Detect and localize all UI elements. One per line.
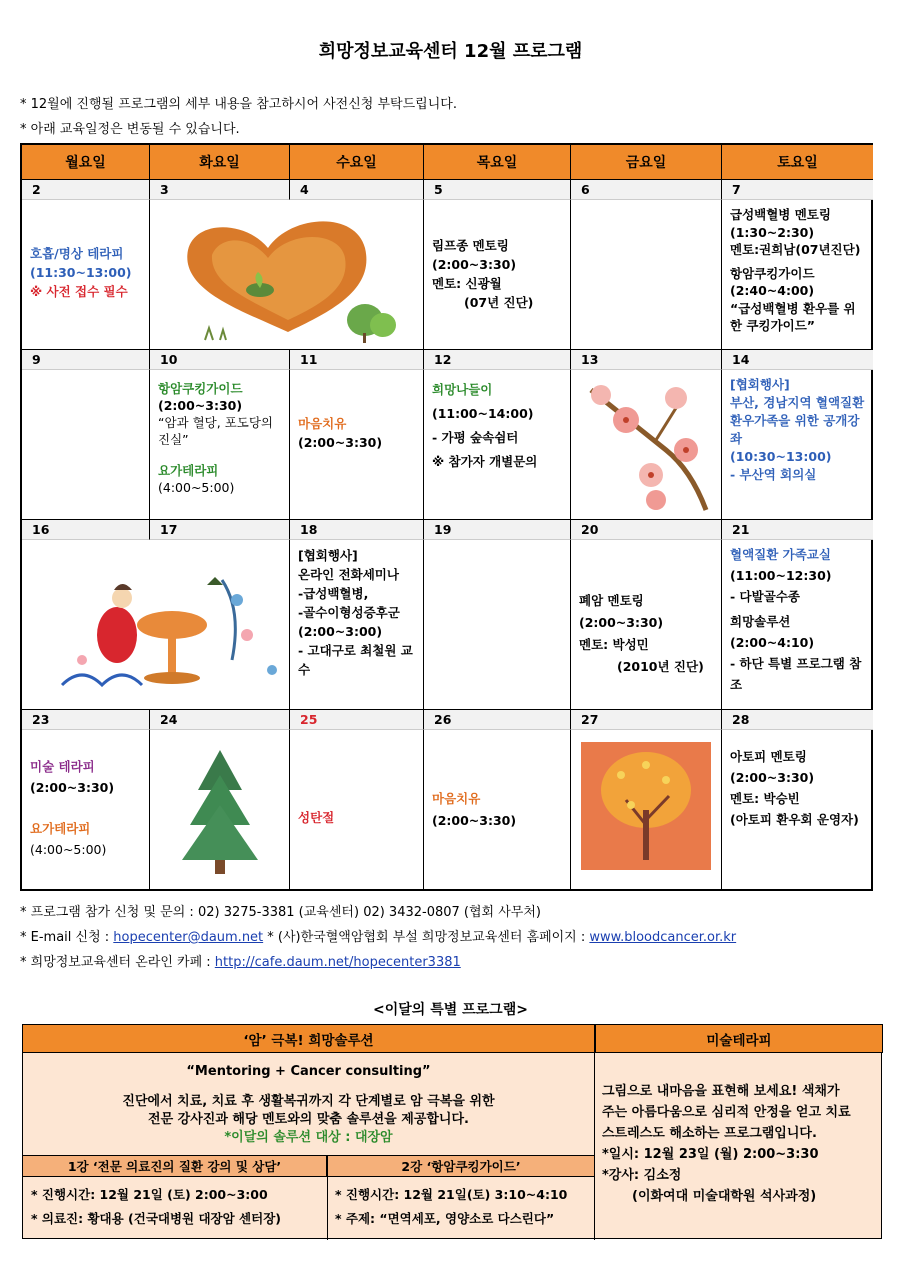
- program-time: (4:00~5:00): [30, 842, 107, 857]
- holiday-name: 성탄절: [298, 810, 335, 825]
- day-number: 24: [150, 710, 290, 730]
- homepage-label: * (사)한국혈액암협회 부설 희망정보교육센터 홈페이지 :: [263, 930, 590, 945]
- calendar-table: [20, 143, 873, 891]
- program-name: 부산, 경남지역 혈액질환 환우가족을 위한 공개강좌: [730, 395, 865, 446]
- solution-header: ‘암’ 극복! 희망솔루션: [22, 1024, 595, 1053]
- mentor-note: (아토피 환우회 운영자): [730, 812, 859, 827]
- program-time: (10:30~13:00): [730, 449, 832, 464]
- program-name: 미술 테라피: [30, 759, 95, 774]
- page-title: 희망정보교육센터 12월 프로그램: [318, 41, 583, 62]
- day-number: 19: [424, 520, 571, 540]
- blossom-branch-illustration: [571, 370, 721, 518]
- program-time: (4:00~5:00): [158, 480, 235, 495]
- program-time: (2:00~3:30): [432, 257, 517, 272]
- cell-wed-25: [290, 730, 424, 891]
- header-mon: 월요일: [22, 145, 150, 180]
- cell-thu-12: [424, 370, 571, 520]
- cell-mon-9: [22, 370, 150, 520]
- program-note: ※ 사전 접수 필수: [30, 284, 128, 299]
- header-tue: 화요일: [150, 145, 290, 180]
- program-name: 아토피 멘토링: [730, 749, 807, 764]
- program-note: ※ 참가자 개별문의: [432, 454, 538, 469]
- heart-illustration-cell: [150, 200, 424, 350]
- art-therapy-desc: 그림으로 내마음을 표현해 보세요! 색채가: [602, 1084, 840, 1099]
- program-name: 온라인 전화세미나: [298, 567, 399, 582]
- art-therapy-date: *일시: 12월 23일 (월) 2:00~3:30: [602, 1147, 819, 1162]
- day-number: 10: [150, 350, 290, 370]
- cell-fri-20: [571, 540, 722, 710]
- program-place: - 부산역 회의실: [730, 467, 817, 482]
- program-name: 항암쿠킹가이드: [158, 381, 243, 396]
- mentor-name: 멘토: 신광월: [432, 276, 502, 291]
- special-program-title: <이달의 특별 프로그램>: [373, 1002, 528, 1018]
- cafe-label: * 희망정보교육센터 온라인 카페 :: [20, 955, 215, 970]
- program-name: 호흡/명상 테라피: [30, 246, 124, 261]
- divider: [594, 1053, 595, 1240]
- christmas-tree-illustration: [150, 730, 289, 890]
- program-name: 요가테라피: [158, 463, 219, 478]
- lecture1-list: [31, 1183, 281, 1231]
- program-name: 요가테라피: [30, 821, 91, 836]
- mentor-name: 멘토: 박승빈: [730, 791, 800, 806]
- art-therapy-instructor-note: (이화여대 미술대학원 석사과정): [632, 1189, 817, 1204]
- art-therapy-desc: 스트레스도 해소하는 프로그램입니다.: [602, 1126, 817, 1141]
- cell-tue-10: [150, 370, 290, 520]
- art-therapy-header: 미술테라피: [595, 1024, 883, 1053]
- heart-illustration: [150, 200, 423, 348]
- day-number: 21: [722, 520, 873, 540]
- program-name: 림프종 멘토링: [432, 238, 509, 253]
- program-time: (2:00~3:30): [730, 770, 815, 785]
- lecture1-doctor: * 의료진: 황대용 (건국대병원 대장암 센터장): [31, 1211, 281, 1226]
- notice-line: * 아래 교육일정은 변동될 수 있습니다.: [20, 122, 240, 137]
- day-number: 2: [22, 180, 150, 200]
- day-number-holiday: 25: [290, 710, 424, 730]
- solution-desc: 진단에서 치료, 치료 후 생활복귀까지 각 단계별로 암 극복을 위한: [122, 1094, 495, 1109]
- program-topic: -급성백혈병,: [298, 586, 369, 601]
- autumn-tree-illustration: [571, 730, 721, 890]
- day-number: 4: [290, 180, 424, 200]
- program-topic: - 다발골수종: [730, 589, 800, 604]
- cell-fri-6: [571, 200, 722, 350]
- cafe-line: [20, 951, 461, 970]
- program-time: (2:00~3:30): [30, 780, 115, 795]
- art-therapy-desc: 주는 아름다움으로 심리적 안정을 얻고 치료: [602, 1105, 851, 1120]
- mentor-name: 멘토: 박성민: [579, 637, 649, 652]
- program-name: 마음치유: [432, 791, 481, 806]
- program-name: 마음치유: [298, 416, 347, 431]
- program-note: - 하단 특별 프로그램 참조: [730, 656, 862, 692]
- cafe-link[interactable]: http://cafe.daum.net/hopecenter3381: [214, 955, 461, 970]
- header-fri: 금요일: [571, 145, 722, 180]
- day-number: 12: [424, 350, 571, 370]
- solution-tagline: “Mentoring + Cancer consulting”: [186, 1064, 431, 1079]
- program-name: 급성백혈병 멘토링: [730, 207, 831, 222]
- cell-sat-7: [722, 200, 873, 350]
- program-name: 희망나들이: [432, 382, 493, 397]
- notice-line: * 12월에 진행될 프로그램의 세부 내용을 참고하시어 사전신청 부탁드립니다.: [20, 97, 457, 112]
- cell-mon-23: [22, 730, 150, 891]
- program-name: 혈액질환 가족교실: [730, 547, 831, 562]
- day-number: 18: [290, 520, 424, 540]
- program-lecturer: - 고대구로 최철원 교수: [298, 643, 413, 677]
- program-time: (2:00~4:10): [730, 635, 815, 650]
- program-name: 폐암 멘토링: [579, 593, 644, 608]
- cell-sat-14: [722, 370, 873, 520]
- lecture1-time: * 진행시간: 12월 21일 (토) 2:00~3:00: [31, 1187, 268, 1202]
- art-therapy-body: [602, 1081, 878, 1207]
- solution-body: [23, 1063, 594, 1147]
- program-time: (1:30~2:30): [730, 224, 815, 240]
- day-number: 5: [424, 180, 571, 200]
- cell-mon-2: [22, 200, 150, 350]
- day-number: 27: [571, 710, 722, 730]
- program-time: (2:40~4:00): [730, 283, 815, 298]
- email-label: * E-mail 신청 :: [20, 930, 114, 945]
- program-time: (2:00~3:30): [579, 615, 664, 630]
- program-time: (11:00~12:30): [730, 568, 832, 583]
- solution-desc: 전문 강사진과 해당 멘토와의 맞춤 솔루션을 제공합니다.: [148, 1112, 469, 1127]
- mentor-note: (07년 진단): [464, 295, 534, 310]
- lecture2-header: 2강 ‘항암쿠킹가이드’: [327, 1155, 595, 1177]
- program-name: 희망솔루션: [730, 614, 791, 629]
- art-therapy-instructor: *강사: 김소정: [602, 1168, 682, 1183]
- day-number: 23: [22, 710, 150, 730]
- day-number: 14: [722, 350, 873, 370]
- program-time: (2:00~3:30): [298, 435, 383, 450]
- tree-illustration-cell: [150, 730, 290, 891]
- day-number: 9: [22, 350, 150, 370]
- lecture1-header: 1강 ‘전문 의료진의 질환 강의 및 상담’: [22, 1155, 327, 1177]
- program-time: (2:00~3:00): [298, 624, 383, 639]
- cell-sat-28: [722, 730, 873, 891]
- program-time: (2:00~3:30): [158, 398, 243, 413]
- reading-woman-illustration-cell: [22, 540, 290, 710]
- day-number: 13: [571, 350, 722, 370]
- event-tag: [협회행사]: [298, 548, 358, 563]
- blossom-illustration-cell: [571, 370, 722, 520]
- lecture2-list: [335, 1183, 567, 1231]
- program-place: - 가평 숲속쉼터: [432, 430, 519, 445]
- day-number: 3: [150, 180, 290, 200]
- program-time: (11:30~13:00): [30, 265, 132, 280]
- cell-wed-18: [290, 540, 424, 710]
- cell-thu-19: [424, 540, 571, 710]
- event-tag: [협회행사]: [730, 377, 790, 392]
- header-thu: 목요일: [424, 145, 571, 180]
- email-line: [20, 926, 736, 945]
- lecture2-time: * 진행시간: 12월 21일(토) 3:10~4:10: [335, 1187, 568, 1202]
- email-link[interactable]: hopecenter@daum.net: [113, 930, 264, 945]
- program-desc: “급성백혈병 환우를 위한 쿠킹가이드”: [730, 300, 856, 333]
- cell-thu-5: [424, 200, 571, 350]
- lecture2-topic: * 주제: “면역세포, 영양소로 다스린다”: [335, 1211, 555, 1226]
- program-desc: “암과 혈당, 포도당의 진실”: [158, 415, 273, 447]
- program-topic: -골수이형성증후군: [298, 605, 400, 620]
- autumn-tree-illustration-cell: [571, 730, 722, 891]
- mentor-name: 멘토:권희남(07년진단): [730, 242, 861, 257]
- reading-woman-illustration: [22, 540, 289, 708]
- cell-wed-11: [290, 370, 424, 520]
- solution-target: *이달의 솔루션 대상 : 대장암: [224, 1130, 393, 1145]
- program-time: (11:00~14:00): [432, 406, 534, 421]
- day-number: 11: [290, 350, 424, 370]
- day-number: 7: [722, 180, 873, 200]
- header-wed: 수요일: [290, 145, 424, 180]
- header-sat: 토요일: [722, 145, 873, 180]
- homepage-link[interactable]: www.bloodcancer.or.kr: [589, 930, 737, 945]
- day-number: 6: [571, 180, 722, 200]
- contact-line: * 프로그램 참가 신청 및 문의 : 02) 3275-3381 (교육센터) 02) 3432-0807 (협회 사무처): [20, 905, 541, 920]
- day-number: 20: [571, 520, 722, 540]
- divider: [327, 1177, 328, 1240]
- cell-thu-26: [424, 730, 571, 891]
- program-name: 항암쿠킹가이드: [730, 265, 815, 281]
- special-program-table: [22, 1024, 882, 1239]
- mentor-note: (2010년 진단): [617, 659, 704, 674]
- day-number: 28: [722, 710, 873, 730]
- day-number: 26: [424, 710, 571, 730]
- day-number: 16: [22, 520, 150, 540]
- day-number: 17: [150, 520, 290, 540]
- cell-sat-21: [722, 540, 873, 710]
- program-time: (2:00~3:30): [432, 813, 517, 828]
